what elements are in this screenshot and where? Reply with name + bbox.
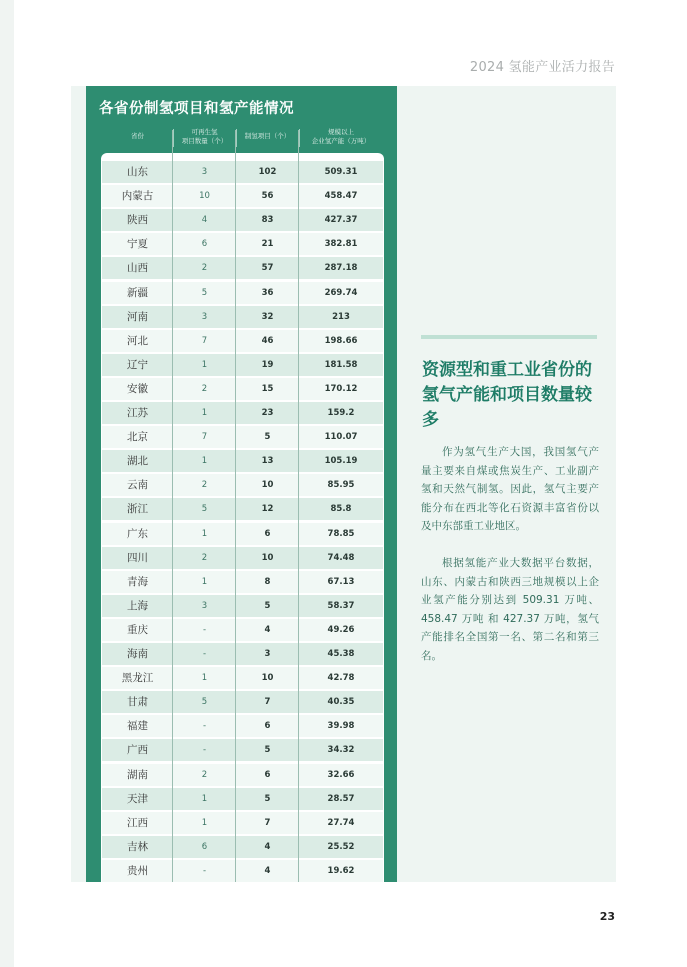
renewable-count-cell: 1 [173, 812, 236, 834]
column-divider [298, 130, 299, 882]
project-count-cell: 56 [236, 185, 299, 207]
section-title: 资源型和重工业省份的氢气产能和项目数量较多 [422, 360, 592, 430]
capacity-cell: 181.58 [299, 354, 383, 376]
renewable-count-cell: 2 [173, 474, 236, 496]
capacity-cell: 28.57 [299, 788, 383, 810]
project-count-cell: 6 [236, 715, 299, 737]
renewable-count-cell: 3 [173, 161, 236, 183]
project-count-cell: 23 [236, 402, 299, 424]
province-cell: 内蒙古 [102, 185, 173, 207]
province-cell: 云南 [102, 474, 173, 496]
capacity-cell: 509.31 [299, 161, 383, 183]
column-header-projects [236, 132, 299, 141]
project-count-cell: 13 [236, 450, 299, 472]
province-cell: 甘肃 [102, 691, 173, 713]
renewable-count-cell: 2 [173, 257, 236, 279]
project-count-cell: 36 [236, 282, 299, 304]
column-header-line: 规模以上 [328, 128, 354, 136]
province-cell: 山西 [102, 257, 173, 279]
capacity-cell: 27.74 [299, 812, 383, 834]
renewable-count-cell: 5 [173, 282, 236, 304]
province-cell: 宁夏 [102, 233, 173, 255]
table-row [102, 739, 383, 761]
column-header-province [102, 132, 173, 141]
table-row [102, 836, 383, 858]
renewable-count-cell: 1 [173, 402, 236, 424]
column-header-renewable [173, 128, 236, 146]
table-row [102, 788, 383, 810]
project-count-cell: 10 [236, 547, 299, 569]
province-cell: 广西 [102, 739, 173, 761]
table-row [102, 354, 383, 376]
capacity-cell: 170.12 [299, 378, 383, 400]
table-row [102, 330, 383, 352]
table-row [102, 691, 383, 713]
capacity-cell: 74.48 [299, 547, 383, 569]
project-count-cell: 12 [236, 498, 299, 520]
capacity-cell: 67.13 [299, 571, 383, 593]
project-count-cell: 4 [236, 619, 299, 641]
province-cell: 天津 [102, 788, 173, 810]
table-row [102, 426, 383, 448]
province-cell: 江西 [102, 812, 173, 834]
table-row [102, 402, 383, 424]
column-header-line: 可再生氢 [191, 128, 218, 136]
capacity-cell: 32.66 [299, 764, 383, 786]
province-cell: 山东 [102, 161, 173, 183]
project-count-cell: 102 [236, 161, 299, 183]
table-row [102, 764, 383, 786]
renewable-count-cell: - [173, 739, 236, 761]
table-row [102, 209, 383, 231]
project-count-cell: 6 [236, 764, 299, 786]
column-header-line: 省份 [131, 132, 144, 140]
body-paragraph: 根据氢能产业大数据平台数据，山东、内蒙古和陕西三地规模以上企业氢产能分别达到 509.31 万吨、458.47 万吨 和 427.37 万吨，氢气产能排名全国第一名、第二名和第三名。 [421, 557, 599, 662]
renewable-count-cell: 2 [173, 547, 236, 569]
capacity-cell: 110.07 [299, 426, 383, 448]
province-cell: 江苏 [102, 402, 173, 424]
renewable-count-cell: 1 [173, 523, 236, 545]
project-count-cell: 4 [236, 836, 299, 858]
column-divider [172, 130, 173, 882]
capacity-cell: 213 [299, 306, 383, 328]
capacity-cell: 40.35 [299, 691, 383, 713]
table-row [102, 233, 383, 255]
table-row [102, 523, 383, 545]
capacity-cell: 42.78 [299, 667, 383, 689]
capacity-cell: 198.66 [299, 330, 383, 352]
capacity-cell: 34.32 [299, 739, 383, 761]
table-row [102, 185, 383, 207]
renewable-count-cell: 6 [173, 233, 236, 255]
project-count-cell: 57 [236, 257, 299, 279]
project-count-cell: 5 [236, 739, 299, 761]
renewable-count-cell: 3 [173, 306, 236, 328]
table-row [102, 547, 383, 569]
renewable-count-cell: 5 [173, 498, 236, 520]
project-count-cell: 5 [236, 426, 299, 448]
capacity-cell: 58.37 [299, 595, 383, 617]
renewable-count-cell: 1 [173, 571, 236, 593]
capacity-cell: 159.2 [299, 402, 383, 424]
capacity-cell: 382.81 [299, 233, 383, 255]
column-divider [235, 130, 236, 882]
table-row [102, 571, 383, 593]
capacity-cell: 25.52 [299, 836, 383, 858]
table-row [102, 860, 383, 882]
table-row [102, 450, 383, 472]
project-count-cell: 5 [236, 788, 299, 810]
renewable-count-cell: 1 [173, 354, 236, 376]
province-cell: 福建 [102, 715, 173, 737]
capacity-cell: 85.8 [299, 498, 383, 520]
province-cell: 河北 [102, 330, 173, 352]
renewable-count-cell: 2 [173, 378, 236, 400]
province-cell: 湖北 [102, 450, 173, 472]
capacity-cell: 269.74 [299, 282, 383, 304]
renewable-count-cell: 7 [173, 330, 236, 352]
table-row [102, 282, 383, 304]
renewable-count-cell: - [173, 643, 236, 665]
project-count-cell: 46 [236, 330, 299, 352]
project-count-cell: 21 [236, 233, 299, 255]
table-row [102, 474, 383, 496]
capacity-cell: 105.19 [299, 450, 383, 472]
capacity-cell: 427.37 [299, 209, 383, 231]
table-row [102, 595, 383, 617]
table-row [102, 257, 383, 279]
running-header: 2024 氢能产业活力报告 [469, 60, 615, 75]
capacity-cell: 49.26 [299, 619, 383, 641]
section-rule [421, 335, 597, 339]
province-cell: 海南 [102, 643, 173, 665]
renewable-count-cell: 2 [173, 764, 236, 786]
renewable-count-cell: 4 [173, 209, 236, 231]
table-row [102, 812, 383, 834]
renewable-count-cell: 3 [173, 595, 236, 617]
province-cell: 上海 [102, 595, 173, 617]
table-row [102, 667, 383, 689]
renewable-count-cell: 7 [173, 426, 236, 448]
province-cell: 广东 [102, 523, 173, 545]
province-cell: 贵州 [102, 860, 173, 882]
project-count-cell: 4 [236, 860, 299, 882]
table-row [102, 643, 383, 665]
renewable-count-cell: 6 [173, 836, 236, 858]
province-cell: 湖南 [102, 764, 173, 786]
project-count-cell: 8 [236, 571, 299, 593]
renewable-count-cell: - [173, 619, 236, 641]
province-cell: 安徽 [102, 378, 173, 400]
province-cell: 浙江 [102, 498, 173, 520]
project-count-cell: 10 [236, 667, 299, 689]
renewable-count-cell: 1 [173, 788, 236, 810]
table-title: 各省份制氢项目和氢产能情况 [99, 101, 294, 117]
table-row [102, 715, 383, 737]
province-cell: 青海 [102, 571, 173, 593]
table-row [102, 161, 383, 183]
province-cell: 河南 [102, 306, 173, 328]
table-row [102, 306, 383, 328]
province-cell: 辽宁 [102, 354, 173, 376]
renewable-count-cell: 1 [173, 450, 236, 472]
column-header-line: 项目数量（个） [181, 137, 228, 145]
project-count-cell: 19 [236, 354, 299, 376]
capacity-cell: 39.98 [299, 715, 383, 737]
province-cell: 新疆 [102, 282, 173, 304]
page-margin-strip [0, 0, 14, 967]
project-count-cell: 7 [236, 691, 299, 713]
column-header-line: 制氢项目（个） [244, 132, 291, 140]
project-count-cell: 32 [236, 306, 299, 328]
renewable-count-cell: 1 [173, 667, 236, 689]
project-count-cell: 3 [236, 643, 299, 665]
column-header-capacity [299, 128, 383, 146]
capacity-cell: 85.95 [299, 474, 383, 496]
capacity-cell: 458.47 [299, 185, 383, 207]
capacity-cell: 45.38 [299, 643, 383, 665]
project-count-cell: 83 [236, 209, 299, 231]
province-cell: 吉林 [102, 836, 173, 858]
capacity-cell: 287.18 [299, 257, 383, 279]
capacity-cell: 19.62 [299, 860, 383, 882]
capacity-cell: 78.85 [299, 523, 383, 545]
project-count-cell: 10 [236, 474, 299, 496]
project-count-cell: 15 [236, 378, 299, 400]
table-row [102, 619, 383, 641]
project-count-cell: 6 [236, 523, 299, 545]
renewable-count-cell: - [173, 860, 236, 882]
page-number: 23 [599, 910, 615, 923]
province-cell: 北京 [102, 426, 173, 448]
project-count-cell: 7 [236, 812, 299, 834]
table-row [102, 378, 383, 400]
renewable-count-cell: 10 [173, 185, 236, 207]
body-paragraph: 作为氢气生产大国，我国氢气产量主要来自煤或焦炭生产、工业副产氢和天然气制氢。因此，氢气主要产能分布在西北等化石资源丰富省份以及中东部重工业地区。 [421, 446, 599, 532]
renewable-count-cell: 5 [173, 691, 236, 713]
province-cell: 陕西 [102, 209, 173, 231]
province-cell: 四川 [102, 547, 173, 569]
table-row [102, 498, 383, 520]
province-cell: 重庆 [102, 619, 173, 641]
project-count-cell: 5 [236, 595, 299, 617]
renewable-count-cell: - [173, 715, 236, 737]
province-cell: 黑龙江 [102, 667, 173, 689]
column-header-line: 企业氢产能（万吨） [311, 137, 371, 145]
